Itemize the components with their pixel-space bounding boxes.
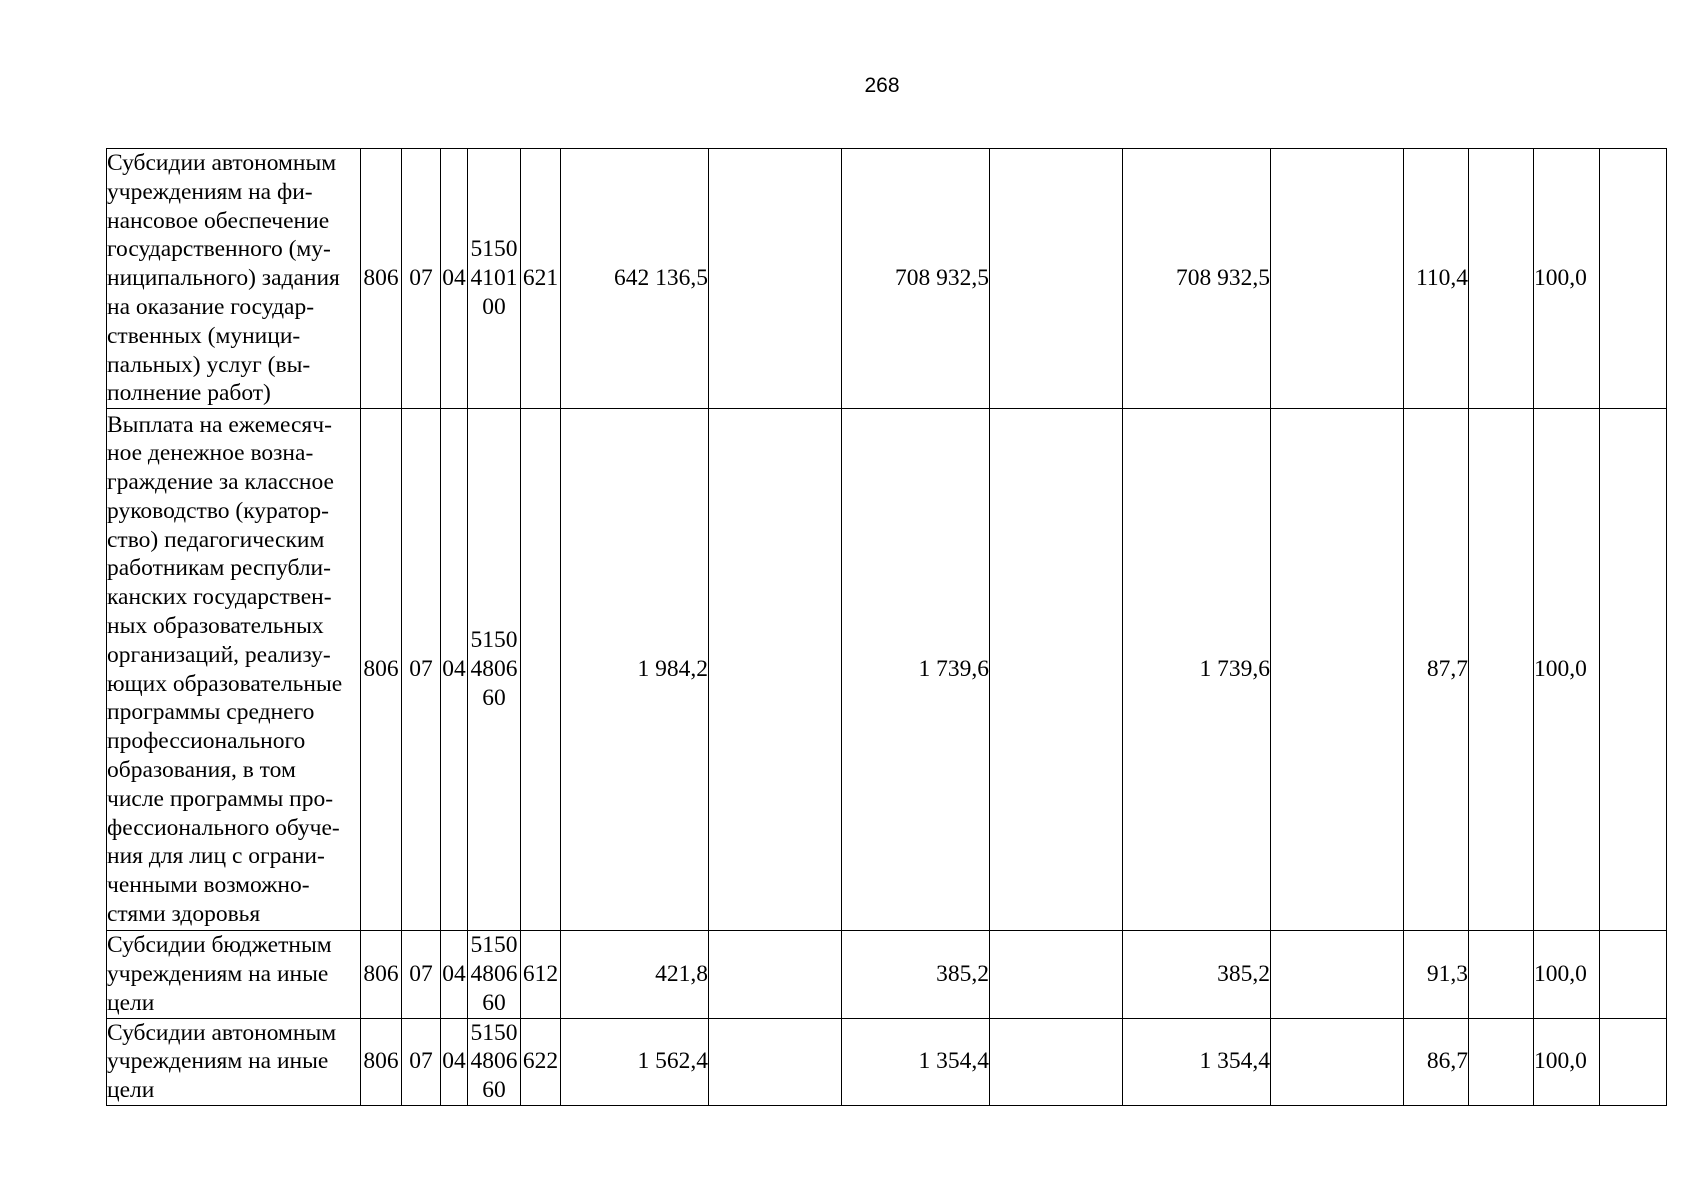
target-article-code-line: 5150	[470, 627, 518, 654]
target-article-code-line: 4806	[470, 656, 518, 683]
expense-description-line: нансовое обеспечение	[107, 207, 330, 234]
percent-executed: 100,0	[1534, 149, 1600, 409]
empty-cell	[990, 409, 1123, 931]
approved-amount: 708 932,5	[842, 149, 990, 409]
empty-cell	[990, 149, 1123, 409]
expense-description-line: пальных) услуг (вы-	[107, 351, 311, 378]
empty-cell	[1271, 409, 1404, 931]
executed-amount: 385,2	[1123, 931, 1271, 1018]
expense-description-line: стями здоровья	[107, 901, 261, 928]
empty-cell	[709, 149, 842, 409]
target-article-code	[468, 409, 521, 931]
ved-code: 806	[361, 1018, 402, 1105]
target-article-code-line: 5150	[470, 932, 518, 959]
expense-description-line: граждение за классное	[107, 469, 334, 496]
target-article-code-line: 5150	[470, 236, 518, 263]
empty-cell	[1600, 1018, 1667, 1105]
table-row	[107, 409, 1667, 931]
budget-table	[106, 148, 1667, 1106]
expense-description-line: учреждениям на иные	[107, 960, 329, 987]
target-article-code-line: 60	[482, 685, 506, 712]
empty-cell	[709, 409, 842, 931]
expense-description-line: цели	[107, 989, 155, 1016]
target-article-code	[468, 149, 521, 409]
approved-amount: 1 354,4	[842, 1018, 990, 1105]
percent-executed: 100,0	[1534, 1018, 1600, 1105]
expense-description-line: ниципального) задания	[107, 265, 340, 292]
page-number: 268	[864, 74, 900, 97]
table-row	[107, 149, 1667, 409]
percent-executed: 100,0	[1534, 931, 1600, 1018]
plan-amount: 1 562,4	[561, 1018, 709, 1105]
section-code: 07	[402, 931, 441, 1018]
percent-of-plan: 86,7	[1404, 1018, 1469, 1105]
empty-cell	[709, 1018, 842, 1105]
ved-code: 806	[361, 931, 402, 1018]
expense-description	[107, 931, 361, 1018]
target-article-code-line: 5150	[470, 1019, 518, 1046]
expense-description-line: работникам республи-	[107, 555, 331, 582]
expense-description-line: канских государствен-	[107, 584, 332, 611]
empty-cell	[1600, 149, 1667, 409]
target-article-code-line: 4101	[470, 265, 518, 292]
empty-cell	[709, 931, 842, 1018]
plan-amount: 1 984,2	[561, 409, 709, 931]
expense-description-line: Субсидии автономным	[107, 150, 337, 176]
empty-cell	[990, 931, 1123, 1018]
expense-description-line: ющих образовательные	[107, 670, 343, 697]
table-row	[107, 1018, 1667, 1105]
expense-description-line: образования, в том	[107, 757, 296, 784]
plan-amount: 642 136,5	[561, 149, 709, 409]
empty-cell	[1271, 149, 1404, 409]
expense-description-line: ных образовательных	[107, 613, 324, 640]
target-article-code	[468, 931, 521, 1018]
empty-cell	[1469, 149, 1534, 409]
expense-description-line: программы среднего	[107, 699, 315, 726]
section-code: 07	[402, 409, 441, 931]
target-article-code-line: 4806	[470, 960, 518, 987]
expense-type-code: 612	[521, 931, 561, 1018]
target-article-code	[468, 1018, 521, 1105]
table-row	[107, 931, 1667, 1018]
empty-cell	[1469, 931, 1534, 1018]
empty-cell	[990, 1018, 1123, 1105]
expense-description-line: профессионального	[107, 728, 306, 755]
empty-cell	[1271, 931, 1404, 1018]
expense-type-code: 622	[521, 1018, 561, 1105]
empty-cell	[1469, 1018, 1534, 1105]
expense-description-line: учреждениям на иные	[107, 1048, 329, 1075]
expense-description-line: организаций, реализу-	[107, 641, 331, 668]
section-code: 07	[402, 149, 441, 409]
expense-description-line: на оказание государ-	[107, 293, 315, 320]
section-code: 07	[402, 1018, 441, 1105]
executed-amount: 708 932,5	[1123, 149, 1271, 409]
plan-amount: 421,8	[561, 931, 709, 1018]
target-article-code-line: 00	[482, 293, 506, 320]
expense-description-line: ния для лиц с ограни-	[107, 843, 325, 870]
expense-type-code: 621	[521, 149, 561, 409]
approved-amount: 1 739,6	[842, 409, 990, 931]
executed-amount: 1 739,6	[1123, 409, 1271, 931]
expense-description-line: руководство (куратор-	[107, 497, 329, 524]
empty-cell	[1600, 931, 1667, 1018]
subsection-code: 04	[441, 1018, 468, 1105]
empty-cell	[1469, 409, 1534, 931]
target-article-code-line: 60	[482, 1077, 506, 1104]
expense-description-line: ство) педагогическим	[107, 526, 325, 553]
expense-description-line: учреждениям на фи-	[107, 178, 313, 205]
expense-description-line: ченными возможно-	[107, 872, 310, 899]
expense-description-line: цели	[107, 1077, 155, 1104]
expense-description-line: числе программы про-	[107, 785, 334, 812]
percent-of-plan: 91,3	[1404, 931, 1469, 1018]
ved-code: 806	[361, 409, 402, 931]
percent-of-plan: 87,7	[1404, 409, 1469, 931]
empty-cell	[1271, 1018, 1404, 1105]
ved-code: 806	[361, 149, 402, 409]
percent-of-plan: 110,4	[1404, 149, 1469, 409]
empty-cell	[1600, 409, 1667, 931]
expense-description-line: государственного (му-	[107, 236, 331, 263]
expense-description-line: Субсидии автономным	[107, 1019, 337, 1046]
subsection-code: 04	[441, 931, 468, 1018]
target-article-code-line: 4806	[470, 1048, 518, 1075]
target-article-code-line: 60	[482, 989, 506, 1016]
expense-description-line: полнение работ)	[107, 380, 271, 407]
subsection-code: 04	[441, 149, 468, 409]
approved-amount: 385,2	[842, 931, 990, 1018]
expense-description-line: Субсидии бюджетным	[107, 932, 332, 959]
expense-description-line: Выплата на ежемесяч-	[107, 411, 332, 438]
expense-description	[107, 1018, 361, 1105]
subsection-code: 04	[441, 409, 468, 931]
expense-description-line: ное денежное возна-	[107, 440, 314, 467]
executed-amount: 1 354,4	[1123, 1018, 1271, 1105]
expense-description-line: ственных (муници-	[107, 322, 301, 349]
expense-description	[107, 409, 361, 931]
expense-description	[107, 149, 361, 409]
expense-description-line: фессионального обуче-	[107, 814, 340, 841]
percent-executed: 100,0	[1534, 409, 1600, 931]
expense-type-code	[521, 409, 561, 931]
